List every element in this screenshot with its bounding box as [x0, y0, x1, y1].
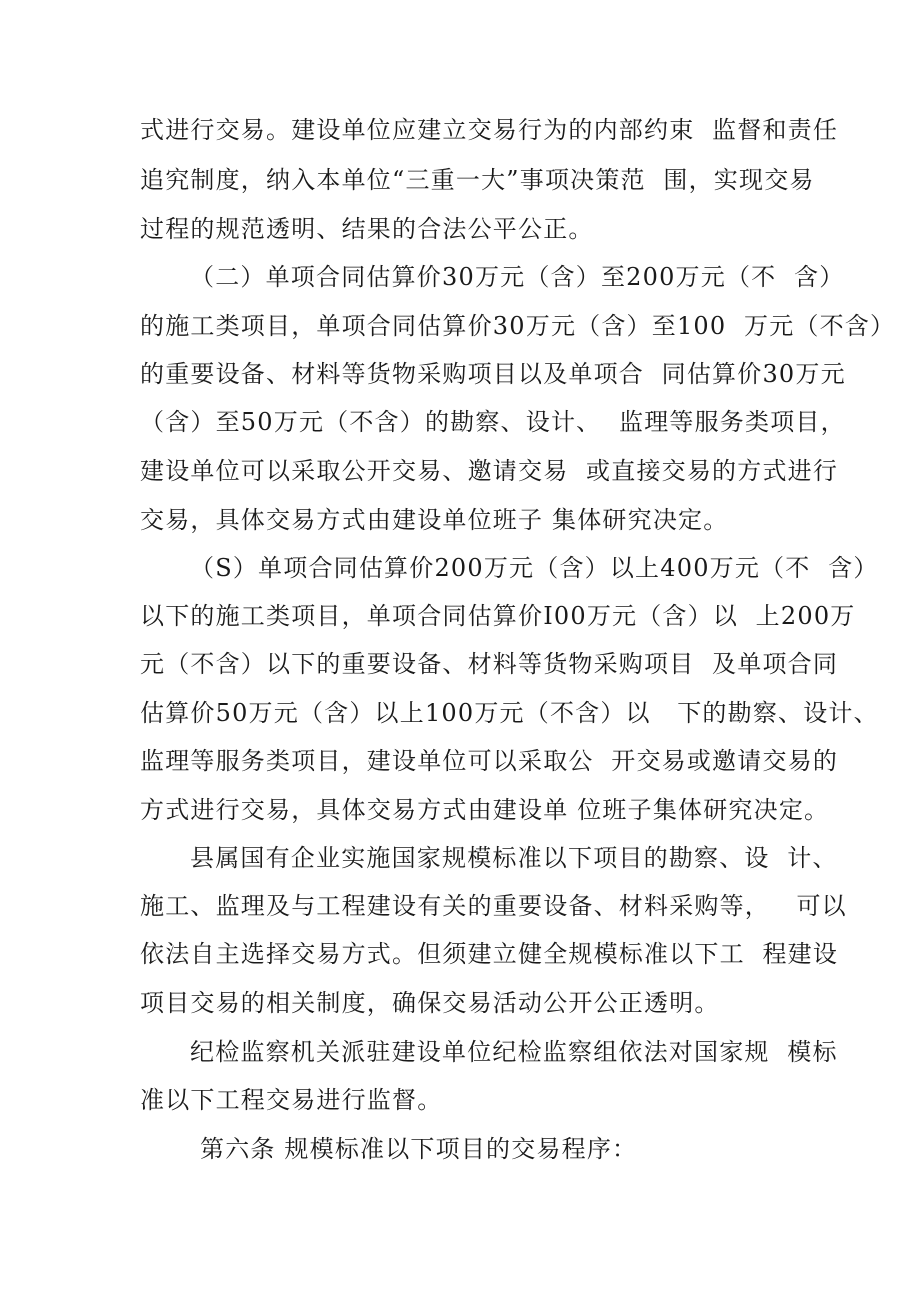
text-line: 以下的施工类项目，单项合同估算价I00万元（含）以 上200万 [140, 602, 856, 630]
text-line: 交易，具体交易方式由建设单位班子 集体研究决定。 [140, 506, 729, 534]
text-line: 式进行交易。建设单位应建立交易行为的内部约束 监督和责任 [140, 116, 839, 144]
text-line: （含）至50万元（不含）的勘察、设计、 监理等服务类项目， [140, 408, 846, 436]
text-line: 监理等服务类项目，建设单位可以采取公 开交易或邀请交易的 [140, 747, 839, 775]
text-line: 县属国有企业实施国家规模标准以下项目的勘察、设 计、 [190, 844, 838, 872]
text-line: 建设单位可以采取公开交易、邀请交易 或直接交易的方式进行 [140, 457, 839, 485]
text-line: （S）单项合同估算价200万元（含）以上400万元（不 含） [190, 554, 879, 582]
text-line: 项目交易的相关制度，确保交易活动公开公正透明。 [140, 989, 720, 1017]
text-line: 追究制度，纳入本单位“三重一大”事项决策范 围，实现交易 [140, 166, 815, 194]
text-line: 元（不含）以下的重要设备、材料等货物采购项目 及单项合同 [140, 650, 839, 678]
text-line: 的重要设备、材料等货物采购项目以及单项合 同估算价30万元 [140, 360, 846, 388]
text-line: 估算价50万元（含）以上100万元（不含）以 下的勘察、设计、 [140, 699, 879, 727]
text-line: 的施工类项目，单项合同估算价30万元（含）至100 万元（不含） [140, 312, 896, 340]
text-line: 方式进行交易，具体交易方式由建设单 位班子集体研究决定。 [140, 796, 830, 824]
text-line: 施工、监理及与工程建设有关的重要设备、材料采购等， 可以 [140, 892, 847, 920]
text-line: 过程的规范透明、结果的合法公平公正。 [140, 215, 594, 243]
text-line: 依法自主选择交易方式。但须建立健全规模标准以下工 程建设 [140, 940, 839, 968]
article-heading: 第六条 规模标准以下项目的交易程序： [200, 1135, 638, 1163]
text-line: 纪检监察机关派驻建设单位纪检监察组依法对国家规 模标 [190, 1038, 838, 1066]
text-line: 准以下工程交易进行监督。 [140, 1086, 443, 1114]
text-line: （二）单项合同估算价30万元（含）至200万元（不 含） [190, 263, 845, 291]
